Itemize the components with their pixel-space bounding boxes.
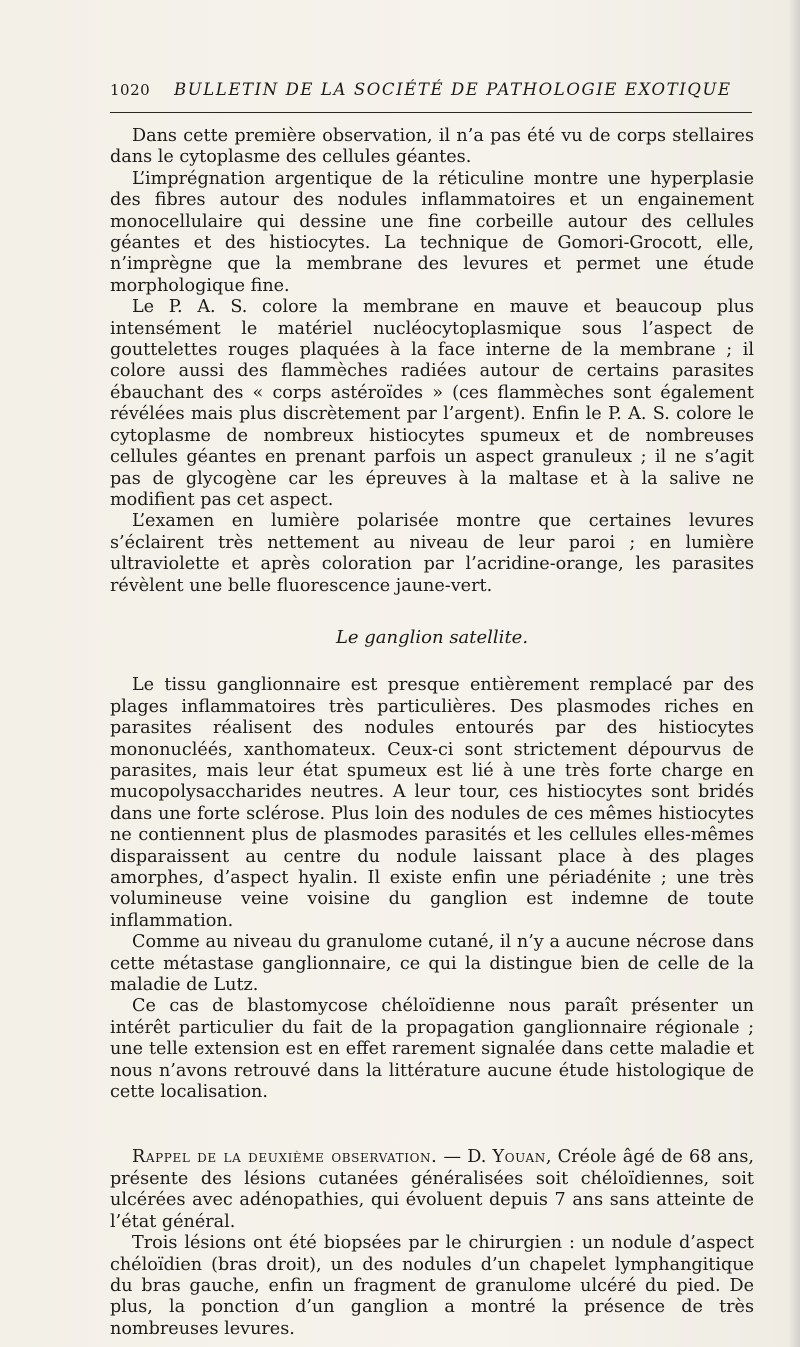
paragraph-3: Le P. A. S. colore la membrane en mauve et beaucoup plus intensément le matériel nucléocytoplasmique sous l’aspect de gouttelettes rouges plaquées à la face interne de la membrane ; il colore aussi des flammèches radiées autour de certains parasites ébauchant des « corps astéroïdes » (ces flammèches sont également révélées mais plus discrètement par l’argent). Enfin le P. A. S. colore le cytoplasme de nombreux histiocytes spumeux et de nombreuses cellules géantes en prenant parfois un aspect granuleux ; il ne s’agit pas de glycogène car les épreuves à la maltase et à la salive ne modifient pas cet aspect. [110,297,754,510]
header-rule [110,112,752,113]
patient-name: Youan [492,1147,546,1168]
observation-text: , Créole âgé de 68 ans, présente des lésions cutanées généralisées soit chéloïdiennes, soit ulcérées avec adénopathies, qui évoluent depuis 7 ans sans atteinte de l’état général. [110,1147,754,1232]
paragraph-2: L’imprégnation argentique de la réticuline montre une hyperplasie des fibres autour des nodules inflammatoires et un engainement monocellulaire qui dessine une fine corbeille autour des cellules géantes et des histiocytes. La technique de Gomori-Grocott, elle, n’imprègne que la membrane des levures et permet une étude morphologique fine. [110,168,754,296]
page-number: 1020 [110,81,151,99]
paragraph-9: Trois lésions ont été biopsées par le chirurgien : un nodule d’aspect chéloïdien (bras droit), un des nodules d’un chapelet lymphangitique du bras gauche, enfin un fragment de granulome ulcéré du pied. De plus, la ponction d’un ganglion a montré la présence de très nombreuses levures. [110,1233,754,1339]
observation-heading: Rappel de la deuxième observation. [132,1147,438,1168]
paragraph-5: Le tissu ganglionnaire est presque entièrement remplacé par des plages inflammatoires très particulières. Des plasmodes riches en parasites réalisent des nodules entourés par des histiocytes mononucléés, xanthomateux. Ceux-ci sont strictement dépourvus de parasites, mais leur état spumeux est lié à une très forte charge en mucopolysaccharides neutres. A leur tour, ces histiocytes sont bridés dans une forte sclérose. Plus loin des nodules de ces mêmes histiocytes ne contiennent plus de plasmodes parasités et les cellules elles-mêmes disparaissent au centre du nodule laissant place à des plages amorphes, d’aspect hyalin. Il existe enfin une périadénite ; une très volumineuse veine voisine du ganglion est indemne de toute inflammation. [110,675,754,931]
paragraph-6: Comme au niveau du granulome cutané, il n’y a aucune nécrose dans cette métastase ganglionnaire, ce qui la distingue bien de celle de la maladie de Lutz. [110,932,754,996]
paragraph-7: Ce cas de blastomycose chéloïdienne nous paraît présenter un intérêt particulier du fait de la propagation ganglionnaire régionale ; une telle extension est en effet rarement signalée dans cette maladie et nous n’avons retrouvé dans la littérature aucune étude histologique de cette localisation. [110,996,754,1103]
section-gap [110,1103,754,1147]
page-header [110,80,750,108]
running-head: BULLETIN DE LA SOCIÉTÉ DE PATHOLOGIE EXOTIQUE [174,80,732,99]
paragraph-4: L’examen en lumière polarisée montre que certaines levures s’éclairent très nettement au niveau de leur paroi ; en lumière ultraviolette et après coloration par l’acridine-orange, les parasites révèlent une belle fluorescence jaune-vert. [110,511,754,596]
paragraph-8 [110,1147,754,1233]
observation-dash: — D. [437,1147,493,1168]
section-title: Le ganglion satellite. [335,626,529,648]
paragraph-1: Dans cette première observation, il n’a pas été vu de corps stellaires dans le cytoplasme des cellules géantes. [110,126,754,168]
page-edge-shadow [788,0,800,1347]
body-text [110,126,754,1340]
